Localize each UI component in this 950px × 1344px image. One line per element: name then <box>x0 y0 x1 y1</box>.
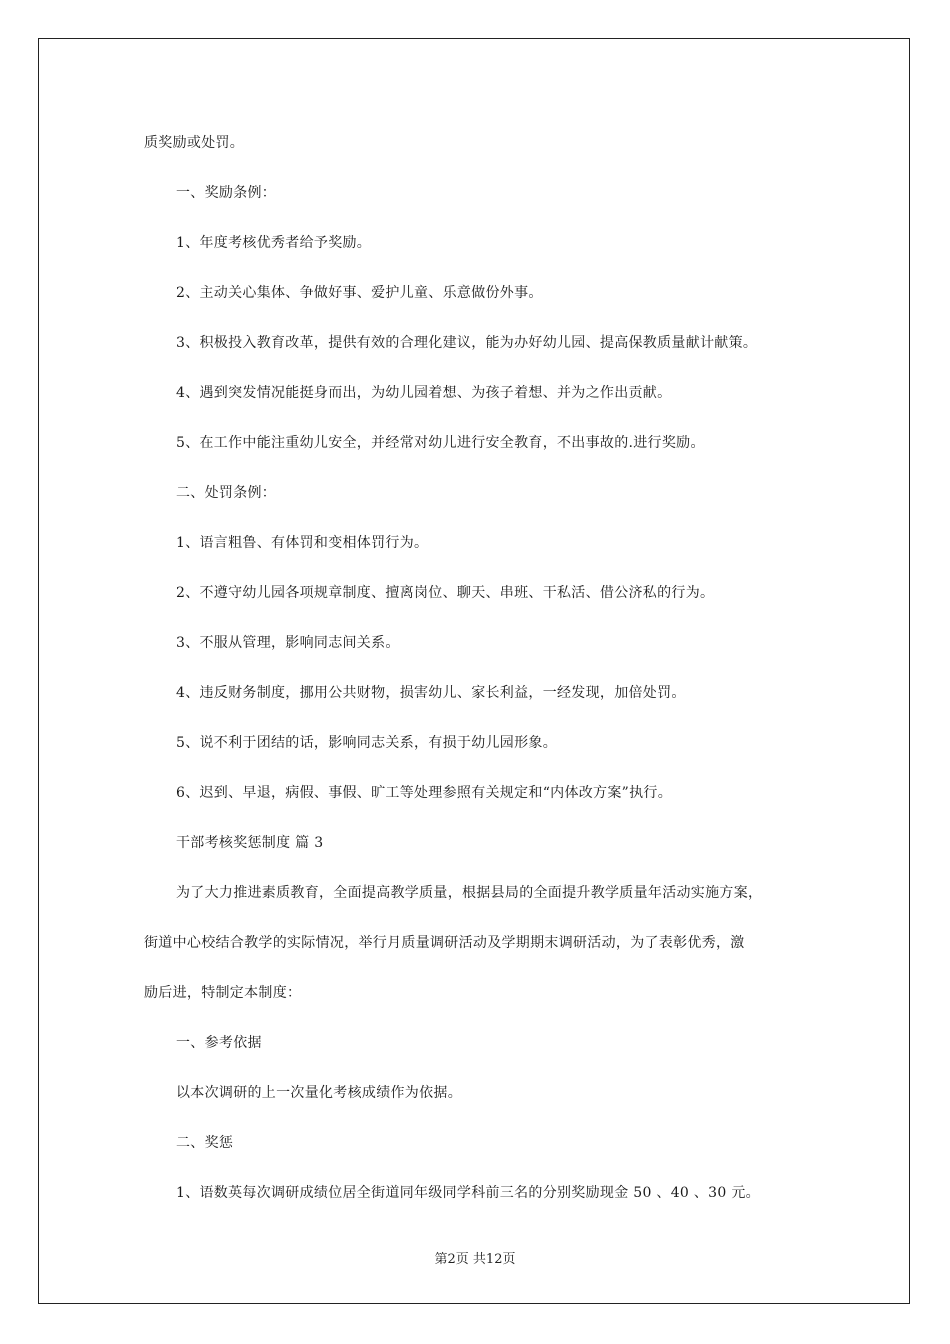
list-item: 1、语数英每次调研成绩位居全街道同年级同学科前三名的分别奖励现金 50 、40 、30 元。 <box>176 1185 760 1201</box>
section-heading-rewards-penalties: 二、奖惩 <box>176 1135 234 1151</box>
paragraph-line: 街道中心校结合教学的实际情况，举行月质量调研活动及学期期末调研活动，为了表彰优秀，激 <box>144 935 745 951</box>
list-item: 6、迟到、早退，病假、事假、旷工等处理参照有关规定和“内体改方案”执行。 <box>176 785 673 801</box>
paragraph-line: 励后进，特制定本制度： <box>144 985 302 1001</box>
paragraph-line: 质奖励或处罚。 <box>144 135 245 151</box>
list-item: 4、遇到突发情况能挺身而出，为幼儿园着想、为孩子着想、并为之作出贡献。 <box>176 385 672 401</box>
article-title: 干部考核奖惩制度 篇 3 <box>176 835 324 851</box>
section-heading-basis: 一、参考依据 <box>176 1035 262 1051</box>
page-number: 第2页 共12页 <box>434 1252 516 1267</box>
list-item: 2、不遵守幼儿园各项规章制度、擅离岗位、聊天、串班、干私活、借公济私的行为。 <box>176 585 715 601</box>
section-heading-rewards: 一、奖励条例： <box>176 185 277 201</box>
list-item: 3、积极投入教育改革，提供有效的合理化建议，能为办好幼儿园、提高保教质量献计献策。 <box>176 335 758 351</box>
list-item: 5、在工作中能注重幼儿安全，并经常对幼儿进行安全教育，不出事故的.进行奖励。 <box>176 435 705 451</box>
list-item: 1、年度考核优秀者给予奖励。 <box>176 235 372 251</box>
section-heading-penalties: 二、处罚条例： <box>176 485 277 501</box>
paragraph-line: 为了大力推进素质教育，全面提高教学质量，根据县局的全面提升教学质量年活动实施方案， <box>176 885 763 901</box>
list-item: 3、不服从管理，影响同志间关系。 <box>176 635 400 651</box>
list-item: 5、说不利于团结的话，影响同志关系，有损于幼儿园形象。 <box>176 735 558 751</box>
paragraph-line: 以本次调研的上一次量化考核成绩作为依据。 <box>176 1085 462 1101</box>
list-item: 2、主动关心集体、争做好事、爱护儿童、乐意做份外事。 <box>176 285 543 301</box>
list-item: 4、违反财务制度，挪用公共财物，损害幼儿、家长利益，一经发现，加倍处罚。 <box>176 685 686 701</box>
list-item: 1、语言粗鲁、有体罚和变相体罚行为。 <box>176 535 429 551</box>
document-body <box>144 118 824 1218</box>
